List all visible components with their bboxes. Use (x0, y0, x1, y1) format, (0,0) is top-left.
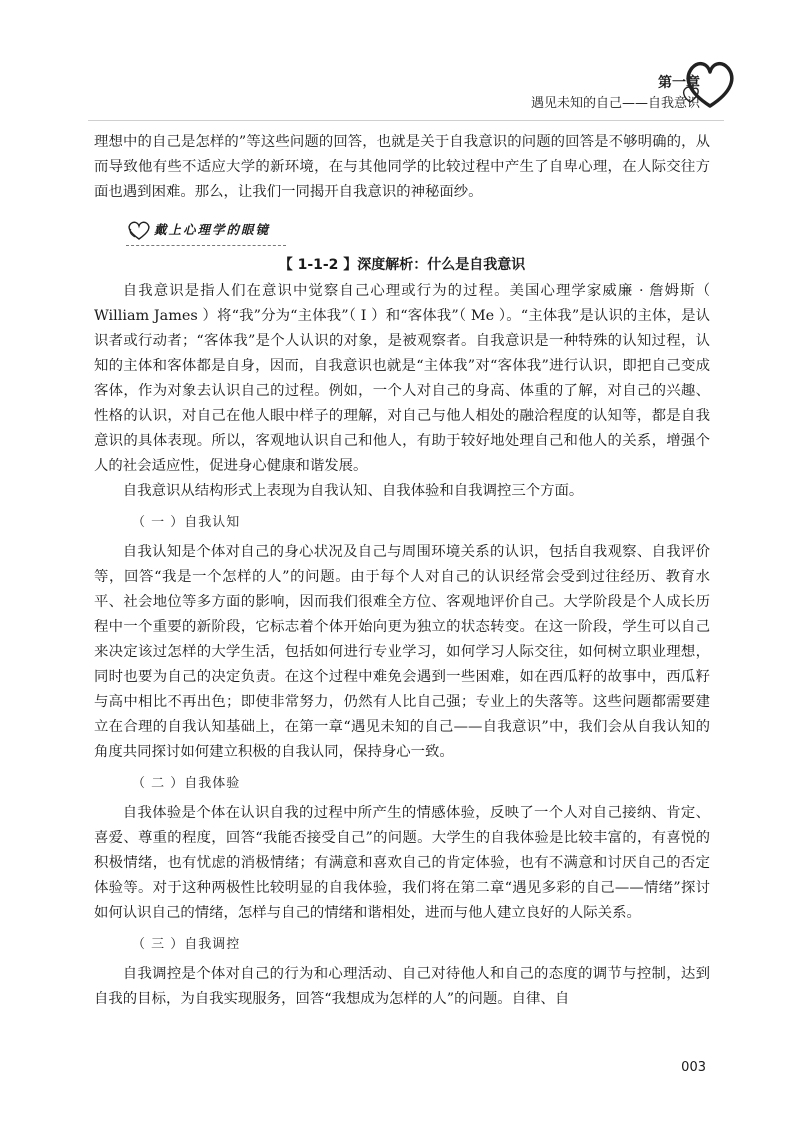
paragraph-structure: 自我意识从结构形式上表现为自我认知、自我体验和自我调控三个方面。 (122, 483, 584, 499)
paragraph-intro-continuation: 理想中的自己是怎样的”等这些问题的回答，也就是关于自我意识的问题的回答是不够明确的，从而导致他有些不适应大学的新环境，在与其他同学的比较过程中产生了自卑心理，在人际交往方面也遇到困难。那么，让我们一同揭开自我意识的神秘面纱。 (94, 134, 710, 200)
chapter-title: 遇见未知的自己——自我意识 (530, 96, 700, 111)
paragraph-definition: 自我意识是指人们在意识中觉察自己心理或行为的过程。美国心理学家威廉 · 詹姆斯（ William James ）将“我”分为“主体我”（ I ）和“客体我”（ Me ）。“主体我”是认识的主体，是认识者或行动者；“客体我”是个人认识的对象，是被观察者。自我意识是一种特殊的认知过程，认知的主体和客体都是自身，因而，自我意识也就是“主体我”对“客体我”进行认识，即把自己变成客体，作为对象去认识自己的过程。例如，一个人对自己的身高、体重的了解，对自己的兴趣、性格的认识，对自己在他人眼中样子的理解，对自己与他人相处的融洽程度的认知等，都是自我意识的具体表现。所以，客观地认识自己和他人，有助于较好地处理自己和他人的关系，增强个人的社会适应性，促进身心健康和谐发展。 (94, 283, 710, 474)
hearts-icon (680, 56, 740, 112)
chapter-number: 第一章 (658, 75, 700, 91)
running-header (531, 74, 700, 114)
banner-label: 戴上心理学的眼镜 (154, 222, 271, 237)
heart-outline-icon (126, 220, 152, 242)
subheading-self-cognition: （ 一 ）自我认知 (132, 515, 241, 530)
paragraph-self-regulation: 自我调控是个体对自己的行为和心理活动、自己对待他人和自己的态度的调节与控制，达到自我的目标，为自我实现服务，回答“我想成为怎样的人”的问题。自律、自 (94, 966, 710, 1007)
paragraph-self-experience: 自我体验是个体在认识自我的过程中所产生的情感体验，反映了一个人对自己接纳、肯定、喜爱、尊重的程度，回答“我能否接受自己”的问题。大学生的自我体验是比较丰富的，有喜悦的积极情绪，也有忧虑的消极情绪；有满意和喜欢自己的肯定体验，也有不满意和讨厌自己的否定体验等。对于这种两极性比较明显的自我体验，我们将在第二章“遇见多彩的自己——情绪”探讨如何认识自己的情绪，怎样与自己的情绪和谐相处，进而与他人建立良好的人际关系。 (94, 805, 710, 921)
paragraph-self-cognition: 自我认知是个体对自己的身心状况及自己与周围环境关系的认识，包括自我观察、自我评价等，回答“我是一个怎样的人”的问题。由于每个人对自己的认识经常会受到过往经历、教育水平、社会地位等多方面的影响，因而我们很难全方位、客观地评价自己。大学阶段是个人成长历程中一个重要的新阶段，它标志着个体开始向更为独立的状态转变。在这一阶段，学生可以自己来决定该过怎样的大学生活，包括如何进行专业学习，如何学习人际交往，如何树立职业理想，同时也要为自己的决定负责。在这个过程中难免会遇到一些困难，如在西瓜籽的故事中，西瓜籽与高中相比不再出色；即使非常努力，仍然有人比自己强；专业上的失落等。这些问题都需要建立在合理的自我认知基础上，在第一章“遇见未知的自己——自我意识”中，我们会从自我认知的角度共同探讨如何建立积极的自我认同，保持身心一致。 (94, 544, 710, 760)
section-banner (126, 219, 286, 246)
page-number: 003 (681, 1060, 706, 1075)
header-divider (88, 120, 724, 121)
subheading-self-regulation: （ 三 ）自我调控 (132, 937, 241, 952)
section-title: 【 1-1-2 】深度解析：什么是自我意识 (278, 257, 526, 273)
page-body (94, 130, 710, 1012)
subheading-self-experience: （ 二 ）自我体验 (132, 776, 241, 791)
